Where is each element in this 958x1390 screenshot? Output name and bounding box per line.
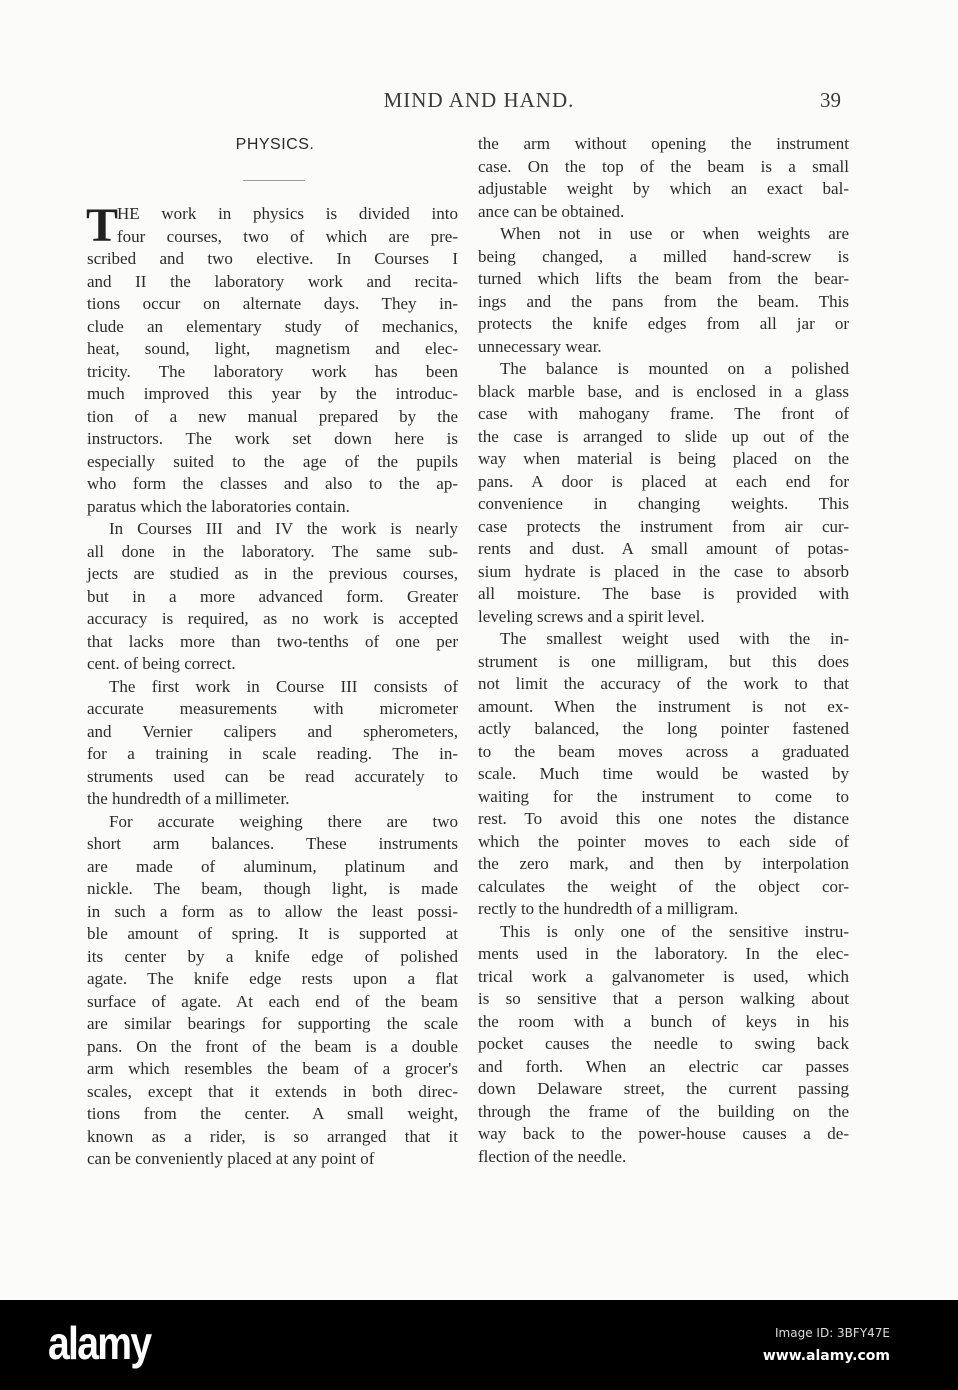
paragraph bbox=[86, 199, 458, 518]
text-line: In Courses III and IV the work is nearly bbox=[109, 519, 458, 538]
text-line: ments used in the laboratory. In the elec- bbox=[478, 944, 849, 963]
text-line: known as a rider, is so arranged that it bbox=[87, 1126, 458, 1146]
text-line: For accurate weighing there are two bbox=[109, 811, 458, 831]
text-line: which the pointer moves to each side of bbox=[478, 831, 849, 851]
text-line: pans. A door is placed at each end for bbox=[478, 471, 849, 491]
text-line: waiting for the instrument to come to bbox=[478, 786, 849, 806]
text-line: cent. of being correct. bbox=[87, 654, 236, 673]
text-line: ble amount of spring. It is supported at bbox=[87, 924, 458, 943]
paragraph bbox=[478, 223, 849, 358]
text-line: can be conveniently placed at any point of bbox=[87, 1149, 375, 1168]
text-line: This is only one of the sensitive instru- bbox=[500, 921, 849, 941]
text-line: paratus which the laboratories contain. bbox=[87, 496, 350, 516]
paragraph bbox=[87, 811, 458, 1171]
text-line: sium hydrate is placed in the case to absorb bbox=[478, 561, 849, 581]
text-line: is so sensitive that a person walking about bbox=[478, 989, 849, 1008]
text-line: amount. When the instrument is not ex- bbox=[478, 696, 849, 716]
text-line: four courses, two of which are pre- bbox=[117, 226, 458, 246]
text-line: its center by a knife edge of polished bbox=[87, 946, 458, 966]
text-line: are similar bearings for supporting the scale bbox=[87, 1014, 458, 1033]
section-title: PHYSICS. bbox=[235, 136, 315, 153]
text-line: strument is one milligram, but this does bbox=[478, 651, 849, 671]
paragraph bbox=[478, 628, 849, 921]
text-line: way back to the power-house causes a de- bbox=[478, 1124, 849, 1143]
drop-cap: T bbox=[86, 199, 119, 252]
text-line: instructors. The work set down here is bbox=[87, 429, 458, 448]
paragraph bbox=[478, 921, 849, 1169]
text-line: leveling screws and a spirit level. bbox=[478, 606, 705, 626]
text-line: nickle. The beam, though light, is made bbox=[87, 879, 458, 898]
text-line: clude an elementary study of mechanics, bbox=[87, 316, 458, 336]
text-line: especially suited to the age of the pupils bbox=[87, 451, 458, 471]
text-line: case. On the top of the beam is a small bbox=[478, 156, 849, 176]
text-line: The first work in Course III consists of bbox=[109, 676, 458, 696]
text-line: ings and the pans from the beam. This bbox=[478, 291, 849, 311]
text-line: unnecessary wear. bbox=[478, 336, 602, 356]
text-line: the hundredth of a millimeter. bbox=[87, 789, 290, 808]
text-line: the arm without opening the instrument bbox=[478, 134, 849, 153]
text-line: The smallest weight used with the in- bbox=[500, 629, 849, 648]
text-line: that lacks more than two-tenths of one per bbox=[87, 631, 458, 651]
text-line: arm which resembles the beam of a grocer's bbox=[87, 1059, 458, 1078]
text-line: agate. The knife edge rests upon a flat bbox=[87, 969, 458, 988]
text-line: case with mahogany frame. The front of bbox=[478, 404, 849, 423]
text-line: in such a form as to allow the least possi- bbox=[87, 901, 458, 921]
site-url[interactable]: www.alamy.com bbox=[762, 1348, 890, 1364]
text-line: scribed and two elective. In Courses I bbox=[87, 249, 458, 268]
text-line: all moisture. The base is provided with bbox=[478, 584, 849, 603]
text-line: protects the knife edges from all jar or bbox=[478, 314, 849, 333]
text-line: and II the laboratory work and recita- bbox=[87, 271, 458, 291]
page-number: 39 bbox=[820, 88, 841, 112]
text-line: case protects the instrument from air cur- bbox=[478, 516, 849, 536]
text-line: are made of aluminum, platinum and bbox=[87, 856, 458, 876]
text-line: to the beam moves across a graduated bbox=[478, 741, 849, 761]
text-line: tions from the center. A small weight, bbox=[87, 1104, 458, 1123]
paragraph bbox=[478, 358, 849, 628]
text-line: but in a more advanced form. Greater bbox=[87, 586, 458, 606]
text-line: not limit the accuracy of the work to that bbox=[478, 674, 849, 693]
text-line: who form the classes and also to the ap- bbox=[87, 474, 458, 493]
text-line: struments used can be read accurately to bbox=[87, 766, 458, 786]
text-line: black marble base, and is enclosed in a glass bbox=[478, 381, 849, 401]
text-line: and forth. When an electric car passes bbox=[478, 1056, 849, 1076]
text-line: pocket causes the needle to swing back bbox=[478, 1034, 849, 1053]
text-line: tions occur on alternate days. They in- bbox=[87, 294, 458, 313]
right-column bbox=[478, 133, 849, 1168]
text-line: heat, sound, light, magnetism and elec- bbox=[87, 339, 458, 358]
text-line: accurate measurements with micrometer bbox=[87, 699, 458, 718]
text-line: being changed, a milled hand-screw is bbox=[478, 246, 849, 266]
text-line: ance can be obtained. bbox=[478, 201, 625, 221]
text-line: HE work in physics is divided into bbox=[117, 204, 458, 223]
text-line: trical work a galvanometer is used, which bbox=[478, 966, 849, 986]
text-line: rectly to the hundredth of a milligram. bbox=[478, 899, 739, 918]
text-line: the zero mark, and then by interpolation bbox=[478, 854, 849, 873]
text-line: When not in use or when weights are bbox=[500, 224, 849, 243]
text-line: tricity. The laboratory work has been bbox=[87, 361, 458, 381]
text-line: the room with a bunch of keys in his bbox=[478, 1011, 849, 1031]
text-line: convenience in changing weights. This bbox=[478, 494, 849, 513]
text-line: way when material is being placed on the bbox=[478, 449, 849, 468]
watermark-footer bbox=[0, 1300, 958, 1390]
text-line: scales, except that it extends in both direc- bbox=[87, 1081, 458, 1101]
text-line: surface of agate. At each end of the beam bbox=[87, 991, 458, 1011]
text-line: scale. Much time would be wasted by bbox=[478, 764, 849, 783]
text-line: calculates the weight of the object cor- bbox=[478, 876, 849, 896]
text-line: jects are studied as in the previous courses, bbox=[87, 564, 458, 583]
text-line: The balance is mounted on a polished bbox=[500, 359, 849, 378]
text-line: accuracy is required, as no work is accepted bbox=[87, 609, 458, 628]
left-column bbox=[86, 199, 458, 1171]
paragraph bbox=[87, 518, 458, 676]
text-line: rest. To avoid this one notes the distance bbox=[478, 809, 849, 828]
text-line: tion of a new manual prepared by the bbox=[87, 406, 458, 426]
text-line: flection of the needle. bbox=[478, 1146, 627, 1166]
running-title: MIND AND HAND. bbox=[383, 88, 575, 112]
text-line: and Vernier calipers and spherometers, bbox=[87, 721, 458, 741]
alamy-logo: alamy bbox=[48, 1317, 151, 1369]
text-line: much improved this year by the introduc- bbox=[87, 384, 458, 403]
paragraph bbox=[87, 676, 458, 811]
text-line: down Delaware street, the current passing bbox=[478, 1079, 849, 1098]
text-line: the case is arranged to slide up out of the bbox=[478, 426, 849, 446]
image-id: Image ID: 3BFY47E bbox=[775, 1326, 890, 1340]
text-line: turned which lifts the beam from the bear- bbox=[478, 269, 849, 288]
text-line: rents and dust. A small amount of potas- bbox=[478, 539, 849, 558]
text-line: short arm balances. These instruments bbox=[87, 834, 458, 853]
text-line: adjustable weight by which an exact bal- bbox=[478, 179, 849, 198]
title-rule-divider bbox=[243, 180, 305, 181]
text-line: through the frame of the building on the bbox=[478, 1101, 849, 1121]
text-line: all done in the laboratory. The same sub- bbox=[87, 541, 458, 561]
text-line: pans. On the front of the beam is a double bbox=[87, 1036, 458, 1056]
text-line: actly balanced, the long pointer fastened bbox=[478, 719, 849, 738]
text-line: for a training in scale reading. The in- bbox=[87, 744, 458, 763]
paragraph bbox=[478, 133, 849, 223]
